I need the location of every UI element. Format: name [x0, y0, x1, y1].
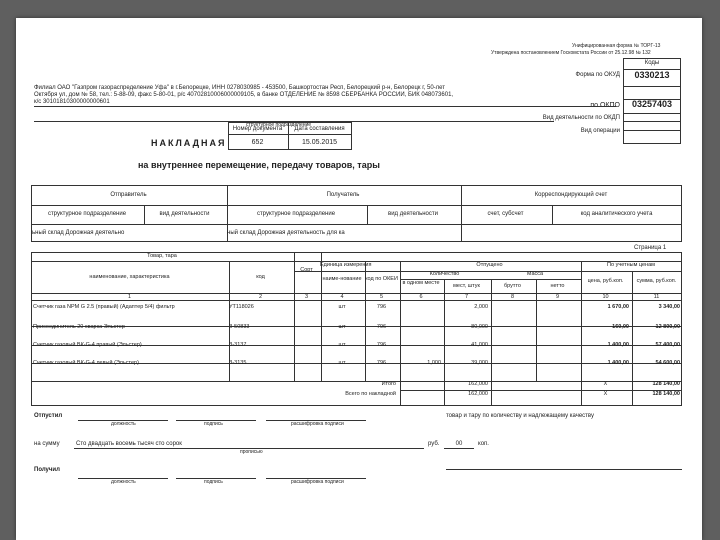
row4-okei: 796: [376, 360, 387, 366]
account-header: Корреспондирующий счет: [534, 192, 608, 198]
org-line1: Филиал ОАО "Газпром газораспределение Уфа" в г.Белорецке, ИНН 0278030985 - 453500, Башкортостан Респ, Белорецкий р-н, Белорецк г, 50-лет: [34, 85, 446, 91]
kop-value: 00: [455, 441, 463, 447]
form-header-line2: Утверждена постановлением Госкомстата России от 25.12.98 № 132: [491, 50, 651, 56]
h-shipped: Отпущено: [476, 262, 503, 268]
sum-words-sub: прописью: [240, 449, 263, 455]
okdp-label: Вид деятельности по ОКДП: [542, 115, 620, 121]
document-subtitle: на внутреннее перемещение, передачу товаров, тары: [138, 160, 380, 170]
receiver-dept-header: структурное подразделение: [256, 211, 336, 217]
h-code: код: [256, 274, 265, 280]
receiver-dept-value: ный склад Дорожная деятельность для ка: [227, 230, 345, 236]
row3-name: Счетчик газовый ВК-G-4 правый (Эльстер): [33, 342, 142, 348]
total-price: X: [603, 381, 608, 387]
row2-qty: 80,000: [471, 324, 488, 330]
sum-label: на сумму: [34, 441, 60, 447]
h-sum: сумма, руб.коп.: [636, 278, 677, 284]
h-gross: брутто: [504, 283, 521, 289]
sum-words: Сто двадцать восемь тысяч сто сорок: [76, 441, 182, 447]
colnum: 11: [653, 294, 660, 300]
row2-sum: 12 800,00: [655, 324, 680, 330]
sender-header: Отправитель: [110, 192, 147, 198]
okud-value: 0330213: [634, 70, 670, 80]
received-position-sub: должность: [111, 479, 136, 485]
colnum: 4: [340, 294, 344, 300]
account-subheader: счет, субсчет: [487, 211, 524, 217]
codes-label: Коды: [644, 60, 660, 66]
sender-dept-value: ьный склад Дорожная деятельно: [32, 230, 125, 236]
row1-sum: 3 340,00: [658, 304, 680, 310]
row4-qty: 39,000: [471, 360, 488, 366]
h-okei: код по ОКЕИ: [365, 276, 398, 282]
org-line2: Октября ул, дом № 58, тел.: 5-88-09, факс 5-80-01, р/с 40702810006000009105, в банке ОТДЕЛЕНИЕ № 8598 СБЕРБАНКА РОССИИ, БИК 048073601,: [34, 92, 454, 98]
form-header-line1: Унифицированная форма № ТОРГ-13: [572, 43, 661, 49]
colnum: 2: [258, 294, 263, 300]
total-sum: 128 140,00: [652, 381, 680, 387]
document-number: 652: [251, 139, 264, 146]
org-line3: к/с 30101810300000000601: [34, 99, 110, 105]
receiver-activity-header: вид деятельности: [388, 211, 438, 217]
colnum: 3: [304, 294, 309, 300]
row4-price: 1 400,00: [607, 360, 629, 366]
date-header: Дата составления: [294, 126, 345, 132]
total-qty: 162,000: [468, 381, 488, 387]
colnum: 8: [510, 294, 515, 300]
row3-unit: шт: [338, 342, 346, 348]
h-quantity: Количество: [429, 271, 460, 277]
h-unit: Единица измерения: [320, 262, 372, 268]
released-signature-sub: подпись: [204, 421, 223, 427]
total-label: Итого: [381, 381, 396, 387]
colnum: 5: [379, 294, 384, 300]
operation-label: Вид операции: [580, 128, 620, 134]
rub-label: руб.: [428, 441, 440, 447]
colnum: 9: [555, 294, 560, 300]
department-label: структурное подразделение: [246, 122, 312, 128]
h-places: мест, штук: [453, 283, 480, 289]
h-price: цена, руб.коп.: [587, 278, 624, 284]
received-decoding-sub: расшифровка подписи: [291, 479, 344, 485]
row4-in-one: 1,000: [427, 360, 441, 366]
colnum: 1: [127, 294, 132, 300]
okud-label: Форма по ОКУД: [575, 72, 620, 78]
row4-sum: 54 600,00: [655, 360, 680, 366]
row3-okei: 796: [376, 342, 387, 348]
row4-name: Счетчик газовый ВК-G-4 левый (Эльстер): [33, 360, 139, 366]
row3-qty: 41,000: [471, 342, 488, 348]
row1-unit: шт: [338, 304, 346, 310]
row3-code: З-3137: [229, 342, 247, 348]
grand-qty: 162,000: [468, 391, 488, 397]
footer-right-text: товар и тару по количеству и надлежащему качеству: [446, 413, 594, 419]
released-decoding-sub: расшифровка подписи: [291, 421, 344, 427]
h-sort: Сорт: [300, 267, 313, 273]
colnum: 6: [419, 294, 423, 300]
row2-okei: 796: [376, 324, 387, 330]
h-net: нетто: [550, 283, 565, 289]
receiver-header: Получатель: [326, 192, 360, 198]
sender-dept-header: структурное подразделение: [47, 211, 127, 217]
row4-code: З-3135: [229, 360, 247, 366]
colnum: 7: [464, 294, 469, 300]
received-signature-sub: подпись: [204, 479, 223, 485]
h-goods: Товар, тара: [147, 253, 177, 259]
row4-unit: шт: [338, 360, 346, 366]
document-sheet: [16, 18, 702, 540]
grand-price: X: [603, 391, 608, 397]
row1-price: 1 670,00: [607, 304, 629, 310]
row2-unit: шт: [338, 324, 346, 330]
kop-label: коп.: [478, 441, 489, 447]
row2-name: Присоединитель 20 сварка Эльстер: [33, 324, 125, 330]
document-date: 15.05.2015: [301, 139, 338, 146]
h-in-one: в одном месте: [402, 280, 440, 286]
sender-activity-header: вид деятельности: [159, 211, 210, 217]
row3-sum: 57 400,00: [655, 342, 680, 348]
h-unit-name: наиме-нование: [322, 276, 362, 282]
page-label: Страница 1: [634, 245, 667, 251]
h-name: наименование, характеристика: [89, 274, 170, 280]
h-accounting: По учетным ценам: [607, 262, 655, 268]
row3-price: 1 400,00: [607, 342, 629, 348]
row1-qty: 2,000: [474, 304, 488, 310]
row1-code: УТ118026: [229, 304, 254, 310]
received-label: Получил: [34, 467, 60, 473]
row1-name: Счетчик газа NPM G 2.5 (правый) (Адаптер 5/4) фильтр: [33, 304, 175, 310]
okpo-value: 03257403: [631, 99, 673, 109]
row2-price: 160,00: [612, 324, 629, 330]
h-mass: Масса: [526, 271, 544, 277]
row2-code: З-50833: [229, 324, 250, 330]
number-header: Номер документа: [232, 126, 283, 132]
grand-sum: 128 140,00: [652, 391, 680, 397]
released-position-sub: должность: [111, 421, 136, 427]
analytic-header: код аналитического учета: [580, 211, 653, 217]
colnum: 10: [602, 294, 609, 300]
released-label: Отпустил: [34, 413, 63, 419]
okpo-label: по ОКПО: [590, 102, 620, 109]
row1-okei: 796: [376, 304, 387, 310]
grand-label: Всего по накладной: [345, 391, 396, 397]
document-title: НАКЛАДНАЯ: [151, 138, 227, 148]
